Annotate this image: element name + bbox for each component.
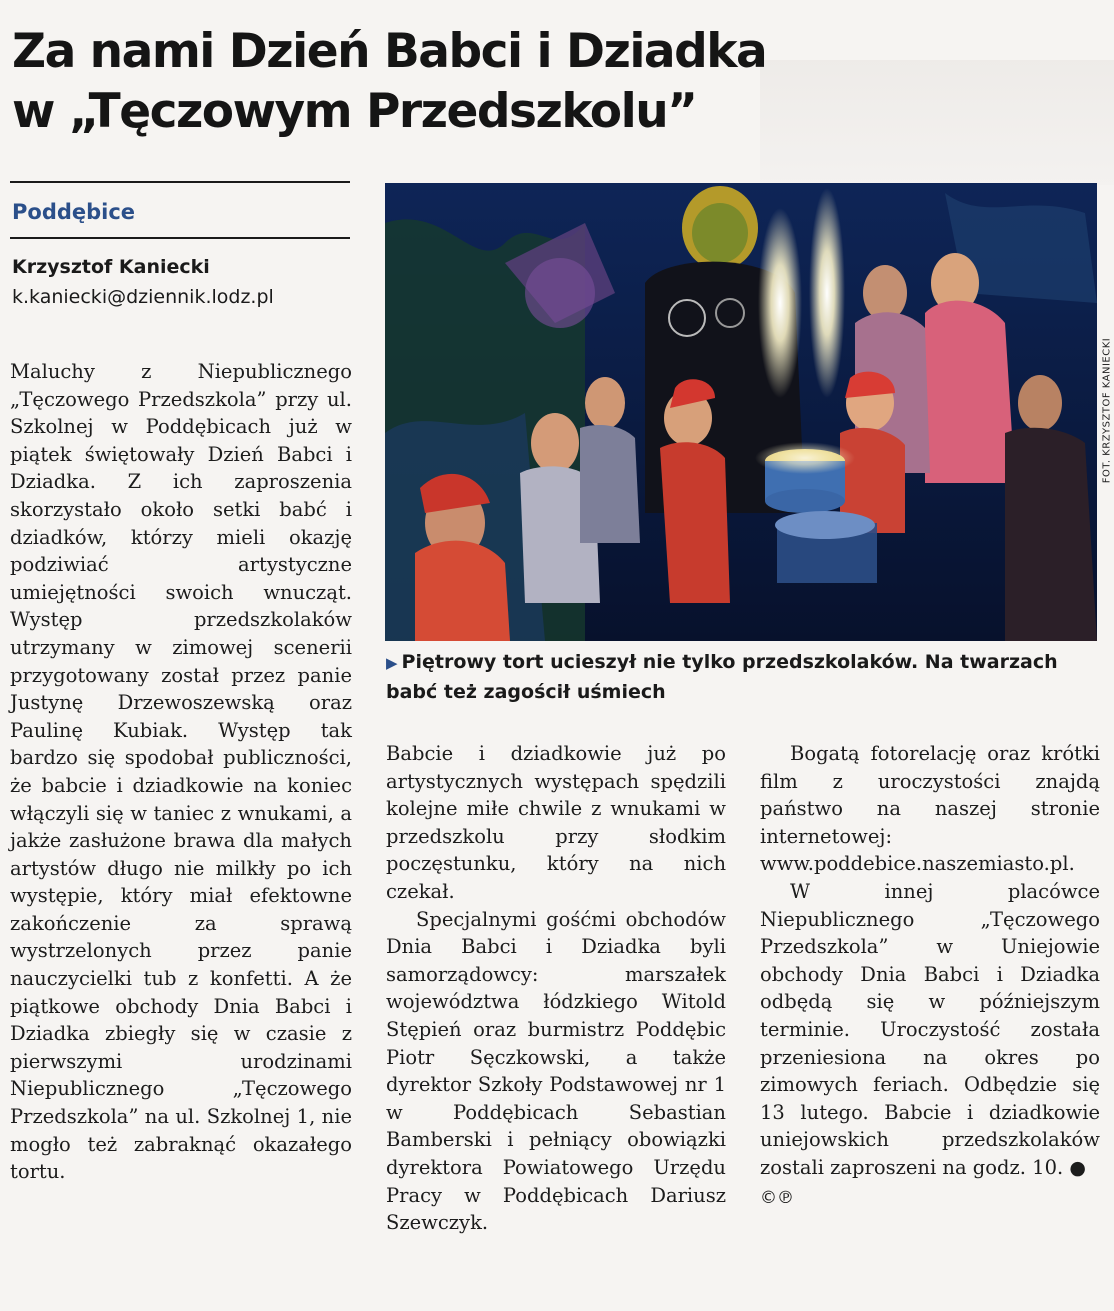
author-name: Krzysztof Kaniecki <box>12 256 210 278</box>
article-photo <box>385 183 1097 641</box>
party-photo-image <box>385 183 1097 641</box>
location-label: Poddębice <box>12 200 136 224</box>
caption-text: Piętrowy tort ucieszył nie tylko przedszkolaków. Na twarzach babć też zagościł uśmiech <box>386 651 1058 703</box>
photo-credit-text: FOT. KRZYSZTOF KANIECKI <box>1101 337 1113 484</box>
headline-line-2: w „Tęczowym Przedszkolu” <box>12 84 697 139</box>
column2-paragraph-1: Babcie i dziadkowie już po artystycznych występach spędzili kolejne miłe chwile z wnukami w przedszkolu przy słodkim poczęstunku, który na nich czekał. <box>386 742 726 903</box>
photo-caption <box>386 648 1086 707</box>
article-column-2 <box>386 740 726 1237</box>
author-email: k.kaniecki@dziennik.lodz.pl <box>12 286 274 308</box>
headline-line-1: Za nami Dzień Babci i Dziadka <box>12 24 767 79</box>
column3-paragraph-2 <box>760 878 1100 1183</box>
headline <box>12 22 1012 142</box>
photo-credit <box>1098 183 1112 641</box>
top-rule <box>10 181 350 183</box>
caption-arrow-icon: ▶ <box>386 654 398 672</box>
column3-paragraph-1: Bogatą fotorelację oraz krótki film z uroczystości znajdą państwo na naszej stronie internetowej: www.poddebice.naszemiasto.pl. <box>760 742 1100 876</box>
location-rule <box>10 237 350 239</box>
column1-paragraph: Maluchy z Niepublicznego „Tęczowego Przedszkola” przy ul. Szkolnej w Poddębicach już w piątek świętowały Dzień Babci i Dziadka. Z ich zaproszenia skorzystało około setki babć i dziadków, którzy mieli okazję podziwiać artystyczne umiejętności swoich wnucząt. Występ przedszkolaków utrzymany w zimowej scenerii przygotowany został przez panie Justynę Drzewoszewską oraz Paulinę Kubiak. Występ tak bardzo się spodobał publiczności, że babcie i dziadkowie na koniec włączyli się w taniec z wnukami, a jakże zasłużone brawa dla małych artystów długo nie milkły po ich występie, który miał efektowne zakończenie za sprawą wystrzelonych przez panie nauczycielki tub z konfetti. A że piątkowe obchody Dnia Babci i Dziadka zbiegły się w czasie z pierwszymi urodzinami Niepublicznego „Tęczowego Przedszkola” na ul. Szkolnej 1, nie mogło też zabraknąć okazałego tortu. <box>10 360 352 1184</box>
article-column-3 <box>760 740 1100 1212</box>
end-mark-icon: ● <box>1069 1156 1086 1179</box>
article-column-1 <box>10 358 352 1186</box>
column3-paragraph-2-text: W innej placówce Niepublicznego „Tęczowego Przedszkola” w Uniejowie obchody Dnia Babci i Dziadka odbędą się w późniejszym terminie. Uroczystość została przeniesiona na okres po zimowych feriach. Odbędzie się 13 lutego. Babcie i dziadkowie uniejowskich przedszkolaków zostali zaproszeni na godz. 10. <box>760 879 1100 1179</box>
copyright-mark: ©℗ <box>760 1187 794 1208</box>
column2-paragraph-2: Specjalnymi gośćmi obchodów Dnia Babci i Dziadka byli samorządowcy: marszałek województwa łódzkiego Witold Stępień oraz burmistrz Poddębic Piotr Sęczkowski, a także dyrektor Szkoły Podstawowej nr 1 w Poddębicach Sebastian Bamberski i pełniący obowiązki dyrektora Powiatowego Urzędu Pracy w Poddębicach Dariusz Szewczyk. <box>386 907 726 1235</box>
